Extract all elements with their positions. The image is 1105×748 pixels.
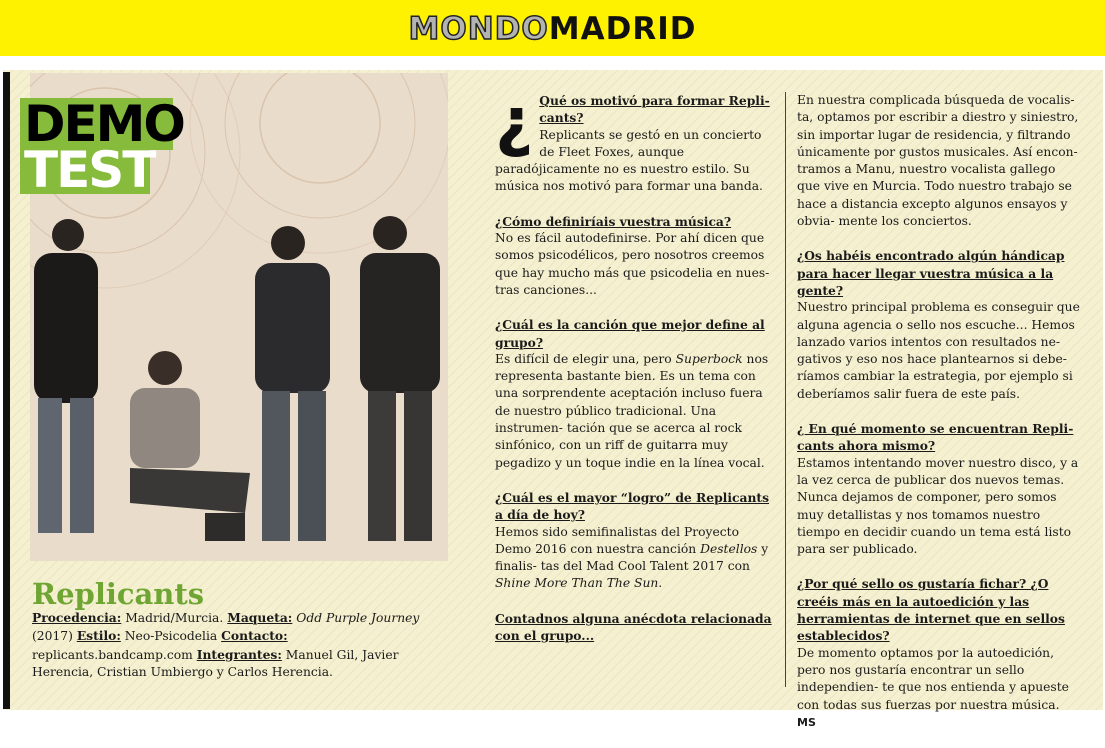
section-title-test: TEST	[24, 141, 155, 199]
question-3: ¿Cuál es la canción que mejor define al grupo?	[495, 317, 765, 350]
author-signature: MS	[797, 715, 816, 729]
maqueta-value: Odd Purple Journey	[296, 611, 420, 625]
question-8: ¿Por qué sello os gustaría fichar? ¿O creéis más en la autoedición y las herramientas de internet que en sellos establecidos?	[797, 576, 1065, 644]
integrantes-label: Integrantes:	[196, 646, 282, 662]
question-2: ¿Cómo definiríais vuestra música?	[495, 213, 732, 229]
contacto-value: replicants.bandcamp.com	[32, 647, 193, 662]
song-shine-more: Shine More Than The Sun	[495, 576, 659, 591]
maqueta-label: Maqueta:	[227, 610, 293, 625]
answer-6: Nuestro principal problema es conseguir que alguna agencia o sello nos escuche... Hemos lanzado varios intentos con resultados ne- gativos y eso nos hace plantearnos si debe- ríamos cambiar la estrategia, por ejemplo si deberíamos salir fuera de este país.	[797, 300, 1080, 401]
column-divider	[785, 92, 786, 687]
band-member-1	[34, 219, 98, 533]
question-4: ¿Cuál es el mayor “logro” de Replicants a día de hoy?	[495, 489, 770, 523]
answer-2: No es fácil autodefinirse. Por ahí dicen que somos psicodélicos, pero nosotros creemos que hay mucho más que psicodelia en nues- tras canciones...	[495, 231, 770, 297]
masthead-logo	[0, 12, 1105, 46]
answer-7: Estamos intentando mover nuestro disco, y a la vez cerca de publicar dos nuevos temas. Nunca dejamos de componer, pero somos muy detallistas y nos tomamos nuestro tiempo en decidir cuando un tema está listo para ser publicado.	[797, 455, 1079, 557]
band-member-3	[255, 226, 330, 541]
section-title-demo: DEMO	[24, 95, 184, 153]
left-rule	[3, 72, 10, 709]
estilo-value: Neo-Psicodelia	[124, 629, 218, 644]
band-name: Replicants	[32, 577, 205, 611]
contacto-label: Contacto:	[221, 628, 288, 644]
procedencia-label: Procedencia:	[32, 610, 122, 625]
masthead-madrid: MADRID	[548, 11, 697, 47]
answer-8: De momento optamos por la autoedición, pero nos gustaría encontrar un sello independien- te que nos entienda y apueste con todas sus fuerzas por nuestra música. MS	[797, 645, 1069, 729]
answer-1: Replicants se gestó en un concierto de Fleet Foxes, aunque paradójicamente no es nuestro estilo. Su música nos motivó para formar una banda.	[495, 127, 763, 194]
estilo-label: Estilo:	[76, 628, 121, 644]
interview-column-2	[797, 92, 1081, 748]
question-1: Qué os motivó para formar Repli- cants?	[539, 93, 770, 126]
band-info	[32, 609, 452, 681]
drop-question-mark: ¿	[495, 83, 534, 160]
question-6: ¿Os habéis encontrado algún hándicap para hacer llegar vuestra música a la gente?	[797, 248, 1065, 298]
answer-4: Hemos sido semifinalistas del Proyecto Demo 2016 con nuestra canción Destellos y finalis- tas del Mad Cool Talent 2017 con Shine More Than The Sun.	[495, 524, 769, 591]
band-member-2	[130, 351, 250, 541]
question-5: Contadnos alguna anécdota relacionada con el grupo...	[495, 610, 772, 644]
band-member-4	[360, 216, 440, 541]
procedencia-value: Madrid/Murcia.	[125, 611, 224, 625]
masthead-mondo: MONDO	[408, 11, 549, 47]
song-superbock: Superbock	[675, 351, 743, 366]
answer-3: Es difícil de elegir una, pero Superbock nos representa bastante bien. Es un tema con una sorprendente aceptación incluso fuera de nuestro público tradicional. Una instrumen- tación que se acerca al rock sinfónico, con un riff de guitarra muy pegadizo y un toque indie en la línea vocal.	[495, 351, 769, 470]
integrantes-value: Manuel Gil, Javier Herencia, Cristian Umbiergo y Carlos Herencia.	[32, 647, 399, 679]
answer-5: En nuestra complicada búsqueda de vocalis- ta, optamos por escribir a diestro y siniestro, sin importar lugar de residencia, y filtrando únicamente por gustos musicales. Así encon- tramos a Manu, nuestro vocalista gallego que vive en Murcia. Todo nuestro trabajo se hace a distancia excepto algunos ensayos y obvia- mente los conciertos.	[797, 93, 1079, 229]
maqueta-year: (2017)	[32, 629, 73, 644]
question-7: ¿ En qué momento se encuentran Repli- cants ahora mismo?	[797, 421, 1074, 454]
interview-column-1	[495, 83, 777, 644]
song-destellos: Destellos	[700, 541, 758, 556]
